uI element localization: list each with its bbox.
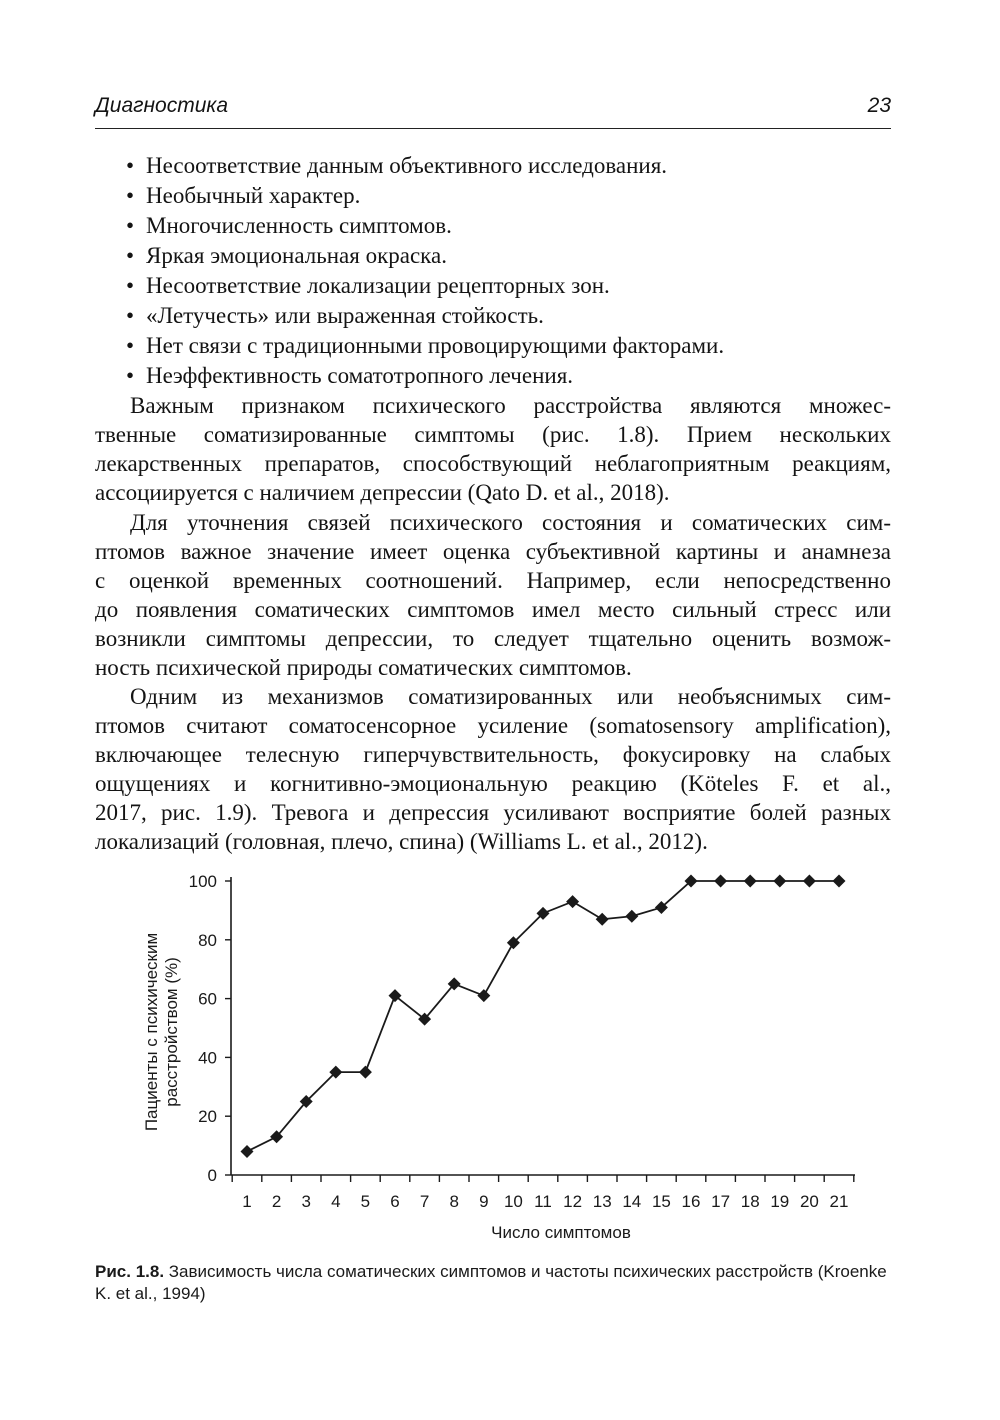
- text-line: Для уточнения связей психического состояния и соматических сим-: [130, 510, 891, 535]
- x-tick-label: 13: [592, 1192, 612, 1211]
- text-line: 2017, рис. 1.9). Тревога и депрессия усиливают восприятие болей разных: [95, 800, 891, 825]
- paragraph-3: [95, 682, 891, 856]
- text-line: ощущениях и когнитивно-эмоциональную реакцию (Köteles F. et al.,: [95, 771, 891, 796]
- data-point: [773, 875, 786, 888]
- section-title: Диагностика: [95, 94, 229, 117]
- text-line: ность психической природы соматических симптомов.: [95, 655, 632, 680]
- x-tick-label: 7: [419, 1192, 430, 1211]
- x-tick-label: 18: [740, 1192, 760, 1211]
- x-tick-label: 6: [390, 1192, 400, 1211]
- x-tick-label: 8: [449, 1192, 459, 1211]
- text-line: до появления соматических симптомов имел место сильный стресс или: [95, 597, 891, 622]
- text-line: птомов важное значение имеет оценка субъективной картины и анамнеза: [95, 539, 891, 564]
- x-tick-label: 14: [622, 1192, 642, 1211]
- figure-label: Рис. 1.8.: [95, 1262, 165, 1281]
- bullet-list: [126, 151, 896, 391]
- paragraph-1: [95, 391, 891, 507]
- text-line: твенные соматизированные симптомы (рис. 1.8). Прием нескольких: [95, 422, 891, 447]
- x-tick-label: 11: [534, 1192, 552, 1211]
- y-tick-label: 0: [207, 1166, 217, 1185]
- text-line: включающее телесную гиперчувствительность, фокусировку на слабых: [95, 742, 891, 767]
- text-line: ассоциируется с наличием депрессии (Qato D. et al., 2018).: [95, 480, 670, 505]
- y-tick-label: 100: [188, 872, 217, 891]
- y-axis-label: Пациенты с психическим: [142, 932, 161, 1132]
- list-item: • Несоответствие локализации рецепторных зон.: [126, 271, 896, 301]
- y-axis-label: расстройством (%): [162, 957, 181, 1107]
- x-tick-label: 2: [271, 1192, 282, 1211]
- list-item: • Многочисленность симптомов.: [126, 211, 896, 241]
- x-tick-label: 9: [479, 1192, 489, 1211]
- x-tick-label: 4: [331, 1192, 341, 1211]
- x-tick-label: 21: [829, 1192, 849, 1211]
- list-item: • Нет связи с традиционными провоцирующими факторами.: [126, 331, 896, 361]
- data-point: [714, 875, 727, 888]
- data-point: [625, 910, 638, 923]
- figure-caption: [95, 1261, 895, 1305]
- page-number: 23: [867, 94, 891, 117]
- x-tick-label: 20: [799, 1192, 819, 1211]
- data-point: [833, 875, 846, 888]
- data-point: [359, 1066, 372, 1079]
- caption-text: Зависимость числа соматических симптомов и частоты психических расстройств (Kroenke K. et al., 1994): [95, 1262, 887, 1303]
- y-tick-label: 60: [198, 989, 217, 1009]
- text-line: с оценкой временных соотношений. Например, если непосредственно: [95, 568, 891, 593]
- y-tick-label: 20: [198, 1107, 217, 1127]
- x-tick-label: 17: [711, 1192, 731, 1211]
- x-tick-label: 15: [651, 1192, 671, 1211]
- data-point: [566, 895, 579, 908]
- text-line: Важным признаком психического расстройства являются множес-: [130, 393, 891, 418]
- x-tick-label: 16: [681, 1192, 701, 1211]
- data-point: [803, 875, 816, 888]
- x-tick-label: 1: [242, 1192, 252, 1211]
- list-item: • Несоответствие данным объективного исследования.: [126, 151, 896, 181]
- text-line: возникли симптомы депрессии, то следует тщательно оценить возмож-: [95, 626, 891, 651]
- x-tick-label: 12: [563, 1192, 583, 1211]
- line-chart: [95, 865, 895, 1245]
- x-tick-label: 3: [301, 1192, 311, 1211]
- text-line: лекарственных препаратов, способствующий неблагоприятным реакциям,: [95, 451, 891, 476]
- list-item: • «Летучесть» или выраженная стойкость.: [126, 301, 896, 331]
- x-tick-label: 19: [770, 1192, 790, 1211]
- x-axis-label: Число симптомов: [491, 1223, 631, 1242]
- data-point: [241, 1145, 254, 1158]
- list-item: • Яркая эмоциональная окраска.: [126, 241, 896, 271]
- x-tick-label: 10: [503, 1192, 523, 1211]
- data-point: [744, 875, 757, 888]
- list-item: • Неэффективность соматотропного лечения.: [126, 361, 896, 391]
- x-tick-label: 5: [360, 1192, 371, 1211]
- text-line: локализаций (головная, плечо, спина) (Williams L. et al., 2012).: [95, 829, 708, 854]
- running-header: [95, 90, 891, 129]
- data-point: [596, 913, 609, 926]
- y-tick-label: 40: [198, 1048, 217, 1068]
- data-point: [477, 989, 490, 1002]
- list-item: • Необычный характер.: [126, 181, 896, 211]
- text-line: Одним из механизмов соматизированных или необъяснимых сим-: [130, 684, 891, 709]
- y-tick-label: 80: [198, 930, 217, 950]
- paragraph-2: [95, 508, 891, 682]
- series-line: [247, 881, 839, 1151]
- text-line: птомов считают соматосенсорное усиление (somatosensory amplification),: [95, 713, 891, 738]
